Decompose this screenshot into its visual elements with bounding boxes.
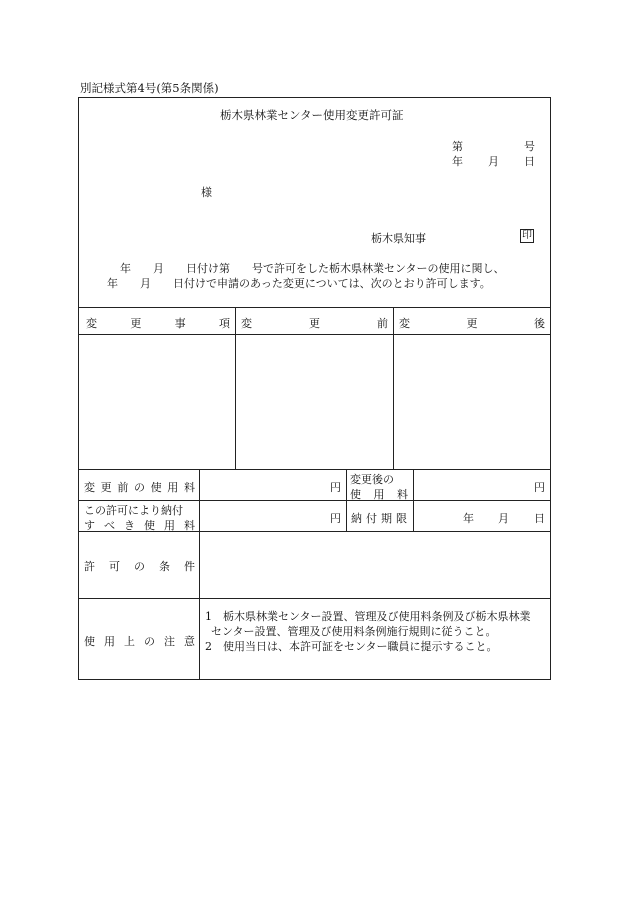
label-char: 料: [184, 519, 195, 532]
divider-label-col: [199, 469, 200, 680]
label-char: 使: [144, 519, 155, 532]
divider-header: [78, 307, 551, 308]
permit-form-frame: [78, 97, 551, 680]
label-char: 上: [124, 635, 135, 648]
label-char: の: [133, 481, 145, 494]
label-char: 意: [184, 635, 195, 648]
label-payment-deadline: [351, 510, 407, 526]
yen-unit-fee-after: 円: [534, 481, 545, 494]
label-char: の: [134, 560, 145, 573]
doc-number-prefix: 第: [452, 140, 463, 153]
label-char: 更: [100, 481, 112, 494]
header-char: 前: [377, 317, 388, 330]
deadline-month: 月: [498, 512, 509, 525]
header-change-item: [86, 315, 230, 331]
label-char: き: [124, 519, 135, 532]
label-char: 料: [397, 488, 408, 501]
label-char: 許: [84, 560, 95, 573]
header-char: 項: [218, 317, 230, 330]
label-char: 使: [350, 488, 361, 501]
issuer-name: 栃木県知事: [371, 232, 426, 245]
doc-number-suffix: 号: [524, 140, 535, 153]
label-char: 件: [184, 560, 195, 573]
note-1-line-1: 1 栃木県林業センター設置、管理及び使用料条例及び栃木県林業: [205, 610, 531, 623]
body-text-line-2: 年 月 日付けで申請のあった変更については、次のとおり許可します。: [107, 277, 491, 290]
label-char: 用: [373, 488, 385, 501]
divider-col-1: [235, 307, 236, 469]
label-char: 用: [167, 481, 179, 494]
label-char: 条: [159, 560, 170, 573]
header-char: 変: [399, 317, 410, 330]
note-2: 2 使用当日は、本許可証をセンター職員に提示すること。: [205, 640, 498, 653]
form-title: 栃木県林業センター使用変更許可証: [220, 108, 404, 122]
form-label: 別記様式第4号(第5条関係): [80, 81, 219, 95]
header-before-change: [241, 315, 388, 331]
divider-table-head: [78, 334, 551, 335]
header-char: 変: [86, 317, 97, 330]
divider-fee-row: [78, 500, 551, 501]
label-char: 使: [150, 481, 162, 494]
issue-year: 年: [452, 155, 463, 168]
issue-month: 月: [488, 155, 499, 168]
label-char: べ: [104, 519, 115, 532]
yen-unit-payable: 円: [330, 512, 341, 525]
label-usage-notes: [84, 633, 195, 649]
body-text-line-1: 年 月 日付け第 号で許可をした栃木県林業センターの使用に関し、: [120, 262, 505, 275]
header-char: 変: [241, 317, 252, 330]
label-fee-before: [84, 479, 195, 495]
label-char: 期: [381, 512, 392, 525]
divider-col-2: [393, 307, 394, 469]
note-1-line-2: センター設置、管理及び使用料条例施行規則に従うこと。: [211, 625, 497, 638]
label-char: 付: [366, 512, 377, 525]
label-char: の: [144, 635, 155, 648]
label-payable-fee-line-1: この許可により納付: [84, 504, 183, 517]
label-fee-after-line-2: [350, 486, 408, 502]
deadline-day: 日: [534, 512, 545, 525]
divider-conditions-row: [78, 598, 551, 599]
header-char: 事: [174, 317, 186, 330]
deadline-year: 年: [463, 512, 474, 525]
divider-fee-col-b: [413, 469, 414, 531]
header-after-change: [399, 315, 545, 331]
divider-fee-col-a: [346, 469, 347, 531]
issue-day: 日: [524, 155, 535, 168]
label-char: 料: [183, 481, 195, 494]
label-char: 前: [117, 481, 129, 494]
label-char: 用: [104, 635, 115, 648]
label-char: す: [84, 519, 95, 532]
header-char: 更: [309, 317, 320, 330]
label-char: 使: [84, 635, 95, 648]
yen-unit-fee-before: 円: [330, 481, 341, 494]
label-char: 用: [164, 519, 175, 532]
header-char: 更: [466, 317, 478, 330]
seal-mark: 印: [522, 230, 532, 241]
label-char: 納: [351, 512, 362, 525]
label-payable-fee-line-2: [84, 517, 195, 533]
label-permit-conditions: [84, 558, 195, 574]
header-char: 後: [534, 317, 545, 330]
label-char: 限: [396, 512, 407, 525]
header-char: 更: [130, 317, 142, 330]
addressee-suffix: 様: [201, 186, 212, 199]
divider-table-body: [78, 469, 551, 470]
label-char: 可: [109, 560, 120, 573]
label-fee-after-line-1: 変更後の: [350, 473, 394, 486]
label-char: 注: [164, 635, 175, 648]
label-char: 変: [84, 481, 95, 494]
